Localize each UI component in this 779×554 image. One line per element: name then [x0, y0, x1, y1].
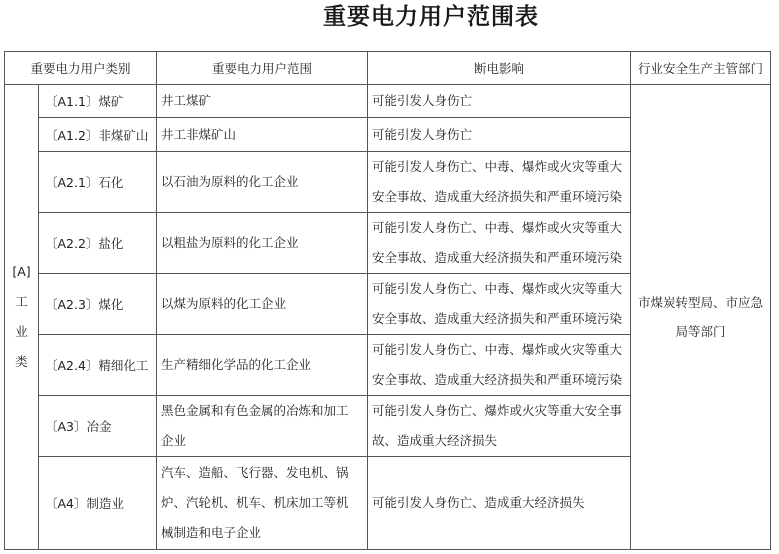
impact-line: 安全事故、造成重大经济损失和严重环境污染: [372, 189, 623, 204]
scope-line: 企业: [161, 433, 187, 448]
impact-cell: [368, 118, 631, 152]
scope-line: 械制造和电子企业: [161, 525, 262, 540]
scope-line: 井工煤矿: [161, 93, 212, 108]
scope-line: 以石油为原料的化工企业: [161, 174, 299, 189]
scope-line: 以煤为原料的化工企业: [161, 296, 287, 311]
scope-cell: [157, 118, 368, 152]
impact-cell: [368, 213, 631, 274]
subcategory-cell: 〔A2.2〕盐化: [39, 213, 157, 274]
subcategory-cell: 〔A2.3〕煤化: [39, 274, 157, 335]
subcategory-cell: 〔A1.1〕煤矿: [39, 85, 157, 118]
scope-line: 汽车、造船、飞行器、发电机、锅: [161, 465, 349, 480]
impact-line: 可能引发人身伤亡: [372, 126, 473, 142]
impact-line: 安全事故、造成重大经济损失和严重环境污染: [372, 372, 623, 387]
impact-line: 可能引发人身伤亡、造成重大经济损失: [372, 495, 585, 510]
impact-line: 安全事故、造成重大经济损失和严重环境污染: [372, 250, 623, 265]
impact-cell: [368, 152, 631, 213]
impact-line: 可能引发人身伤亡、中毒、爆炸或火灾等重大: [372, 281, 623, 296]
scope-line: 炉、汽轮机、机车、机床加工等机: [161, 495, 349, 510]
impact-line: 可能引发人身伤亡: [372, 93, 473, 108]
scope-cell: [157, 274, 368, 335]
department-line: 市煤炭转型局、市应急: [637, 295, 763, 310]
impact-line: 可能引发人身伤亡、中毒、爆炸或火灾等重大: [372, 342, 623, 357]
header-impact: 断电影响: [368, 52, 631, 85]
subcategory-cell: 〔A2.4〕精细化工: [39, 335, 157, 396]
scope-cell: [157, 85, 368, 118]
impact-cell: [368, 85, 631, 118]
scope-line: 生产精细化学品的化工企业: [161, 357, 312, 372]
subcategory-cell: 〔A4〕制造业: [39, 457, 157, 550]
impact-cell: [368, 396, 631, 457]
subcategory-cell: 〔A2.1〕石化: [39, 152, 157, 213]
header-scope: 重要电力用户范围: [157, 52, 368, 85]
impact-line: 可能引发人身伤亡、中毒、爆炸或火灾等重大: [372, 220, 623, 235]
impact-line: 故、造成重大经济损失: [372, 433, 498, 448]
impact-line: 安全事故、造成重大经济损失和严重环境污染: [372, 311, 623, 326]
group-code: [A]: [12, 264, 31, 279]
impact-cell: [368, 335, 631, 396]
scope-line: 以粗盐为原料的化工企业: [161, 235, 299, 250]
scope-cell: [157, 457, 368, 550]
subcategory-cell: 〔A3〕冶金: [39, 396, 157, 457]
page-title: 重要电力用户范围表: [323, 4, 539, 30]
power-user-table: [4, 51, 771, 550]
group-char: 业: [15, 324, 28, 339]
department-cell: [631, 85, 771, 550]
scope-line: 黑色金属和有色金属的冶炼和加工: [161, 403, 349, 418]
group-label: [5, 85, 39, 550]
scope-cell: [157, 396, 368, 457]
scope-cell: [157, 152, 368, 213]
impact-line: 可能引发人身伤亡、爆炸或火灾等重大安全事: [372, 403, 623, 418]
subcategory-cell: 〔A1.2〕非煤矿山: [39, 118, 157, 152]
group-char: 类: [15, 354, 28, 369]
scope-line: 井工非煤矿山: [161, 126, 237, 142]
scope-cell: [157, 335, 368, 396]
impact-line: 可能引发人身伤亡、中毒、爆炸或火灾等重大: [372, 159, 623, 174]
impact-cell: [368, 274, 631, 335]
scope-cell: [157, 213, 368, 274]
department-line: 局等部门: [675, 324, 726, 339]
group-char: 工: [15, 294, 28, 309]
header-department: 行业安全生产主管部门: [631, 52, 771, 85]
impact-cell: [368, 457, 631, 550]
header-category: 重要电力用户类别: [5, 52, 157, 85]
